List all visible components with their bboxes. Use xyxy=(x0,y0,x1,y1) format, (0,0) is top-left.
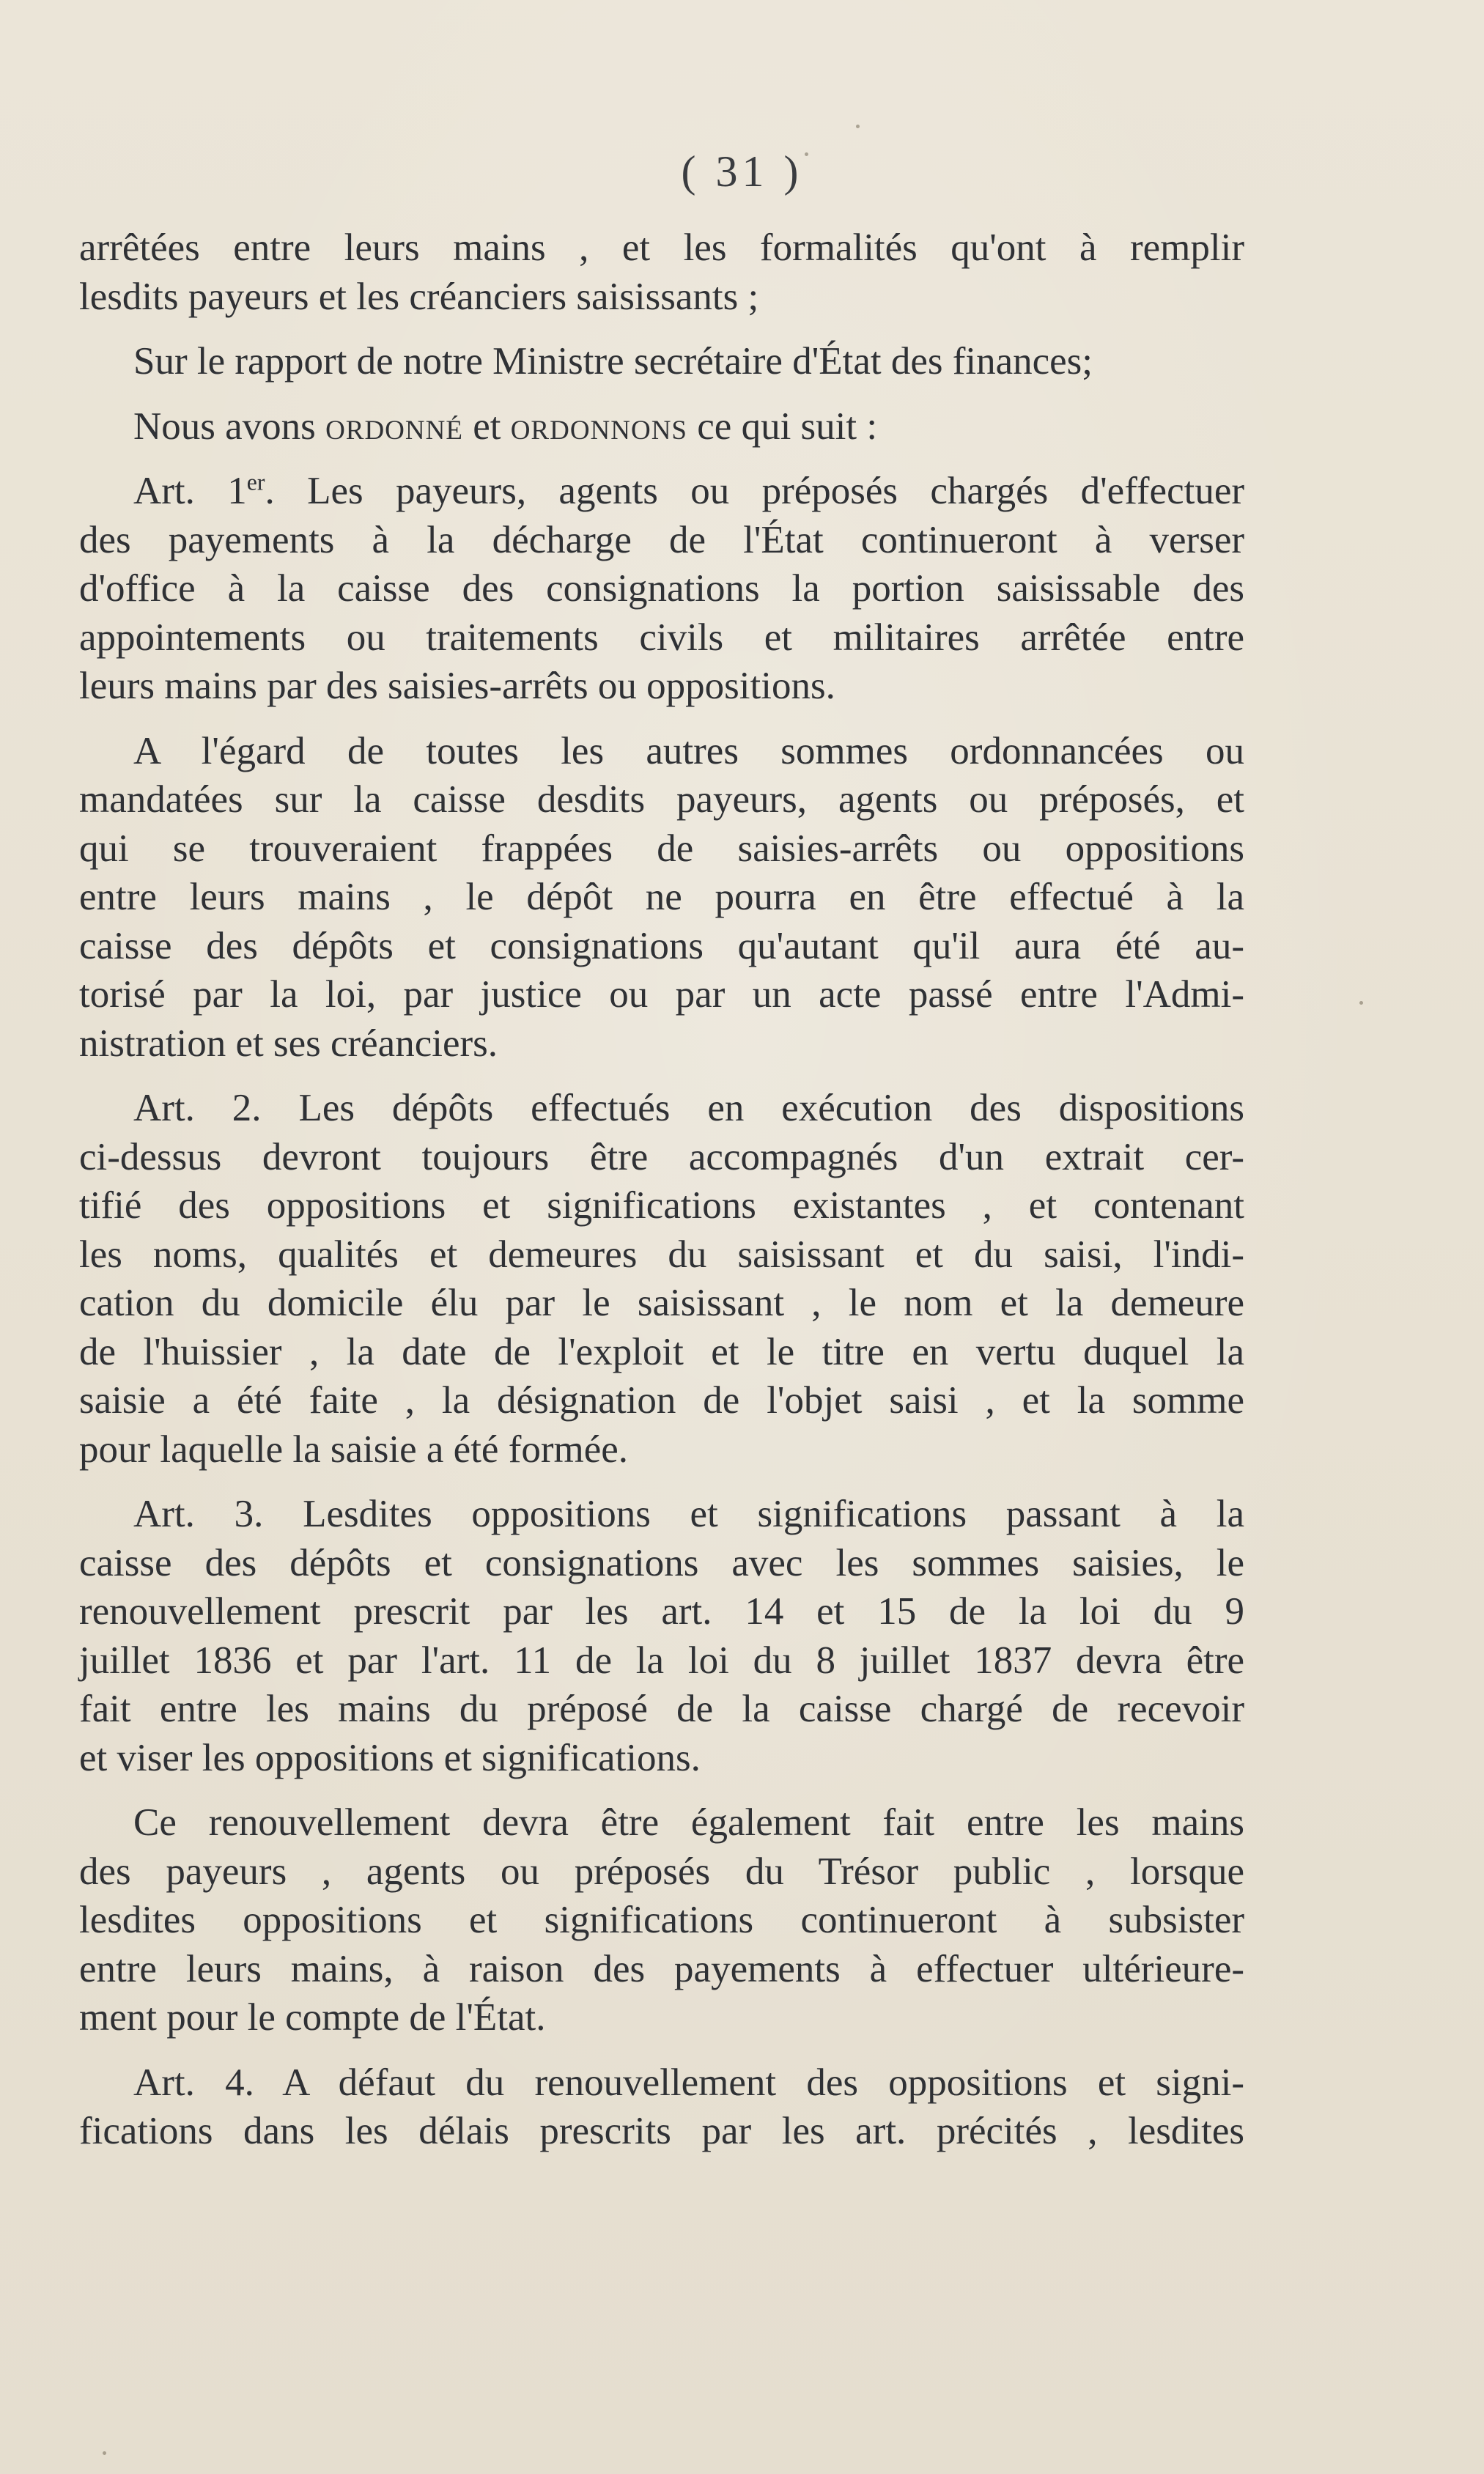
text-line: Art. 3. Lesdites oppositions et significations passant à la xyxy=(133,1493,1244,1535)
text-line: des payeurs , agents ou préposés du Trésor public , lorsque xyxy=(79,1850,1244,1893)
text-line: entre leurs mains , le dépôt ne pourra en être effectué à la xyxy=(79,876,1244,918)
text-fragment: Art. 1 xyxy=(133,470,247,512)
text-line: Sur le rapport de notre Ministre secrétaire d'État des finances; xyxy=(133,340,1093,383)
text-line: leurs mains par des saisies-arrêts ou oppositions. xyxy=(79,665,835,707)
text-line: entre leurs mains, à raison des payements à effectuer ultérieure- xyxy=(79,1947,1244,1990)
text-line: ment pour le compte de l'État. xyxy=(79,1996,546,2039)
text-line: lesdites oppositions et significations continueront à subsister xyxy=(79,1899,1244,1941)
text-line: appointements ou traitements civils et militaires arrêtée entre xyxy=(79,616,1244,659)
text-line: Art. 4. A défaut du renouvellement des oppositions et signi- xyxy=(133,2061,1244,2104)
text-line: tifié des oppositions et significations existantes , et contenant xyxy=(79,1184,1244,1227)
text-line: fications dans les délais prescrits par les art. précités , lesdites xyxy=(79,2110,1244,2152)
text-fragment: et xyxy=(462,405,511,448)
superscript-text: er xyxy=(246,469,265,495)
text-line: qui se trouveraient frappées de saisies-arrêts ou oppositions xyxy=(79,827,1244,870)
text-line: pour laquelle la saisie a été formée. xyxy=(79,1428,629,1471)
text-line: arrêtées entre leurs mains , et les formalités qu'ont à remplir xyxy=(79,226,1244,269)
text-line: nistration et ses créanciers. xyxy=(79,1022,498,1065)
paper-speck xyxy=(805,152,808,156)
text-line: mandatées sur la caisse desdits payeurs, agents ou préposés, et xyxy=(79,778,1244,821)
text-line: caisse des dépôts et consignations avec les sommes saisies, le xyxy=(79,1541,1244,1584)
text-fragment: . Les payeurs, agents ou préposés chargés d'effectuer xyxy=(265,470,1244,512)
text-line: saisie a été faite , la désignation de l'objet saisi , et la somme xyxy=(79,1379,1244,1422)
text-line: cation du domicile élu par le saisissant , le nom et la demeure xyxy=(79,1282,1244,1324)
paper-speck xyxy=(103,2451,106,2455)
text-line: A l'égard de toutes les autres sommes ordonnancées ou xyxy=(133,729,1244,772)
text-line: des payements à la décharge de l'État continueront à verser xyxy=(79,518,1244,561)
text-line: Ce renouvellement devra être également fait entre les mains xyxy=(133,1801,1244,1844)
text-line xyxy=(79,467,1244,516)
text-line: de l'huissier , la date de l'exploit et le titre en vertu duquel la xyxy=(79,1330,1244,1373)
text-line: renouvellement prescrit par les art. 14 et 15 de la loi du 9 xyxy=(79,1590,1244,1633)
text-fragment: Nous avons xyxy=(133,405,326,448)
paper-speck xyxy=(1359,1001,1363,1005)
page-number: ( 31 ) xyxy=(681,147,803,196)
text-fragment: ce qui suit : xyxy=(687,405,878,448)
text-line: caisse des dépôts et consignations qu'autant qu'il aura été au- xyxy=(79,924,1244,967)
text-line: et viser les oppositions et significations. xyxy=(79,1736,701,1779)
text-line: ci-dessus devront toujours être accompagnés d'un extrait cer- xyxy=(79,1135,1244,1178)
text-line: d'office à la caisse des consignations la portion saisissable des xyxy=(79,567,1244,610)
small-caps-text: ordonné xyxy=(325,405,463,448)
paper-speck xyxy=(856,125,860,128)
text-line: lesdits payeurs et les créanciers saisissants ; xyxy=(79,275,759,318)
text-line: juillet 1836 et par l'art. 11 de la loi du 8 juillet 1837 devra être xyxy=(79,1639,1244,1682)
text-line: torisé par la loi, par justice ou par un acte passé entre l'Admi- xyxy=(79,973,1244,1016)
small-caps-text: ordonnons xyxy=(510,405,688,448)
text-line xyxy=(79,402,1244,451)
body-text xyxy=(79,224,1244,2156)
text-line: fait entre les mains du préposé de la caisse chargé de recevoir xyxy=(79,1688,1244,1730)
text-line: les noms, qualités et demeures du saisissant et du saisi, l'indi- xyxy=(79,1233,1244,1276)
text-line: Art. 2. Les dépôts effectués en exécution des dispositions xyxy=(133,1087,1244,1129)
